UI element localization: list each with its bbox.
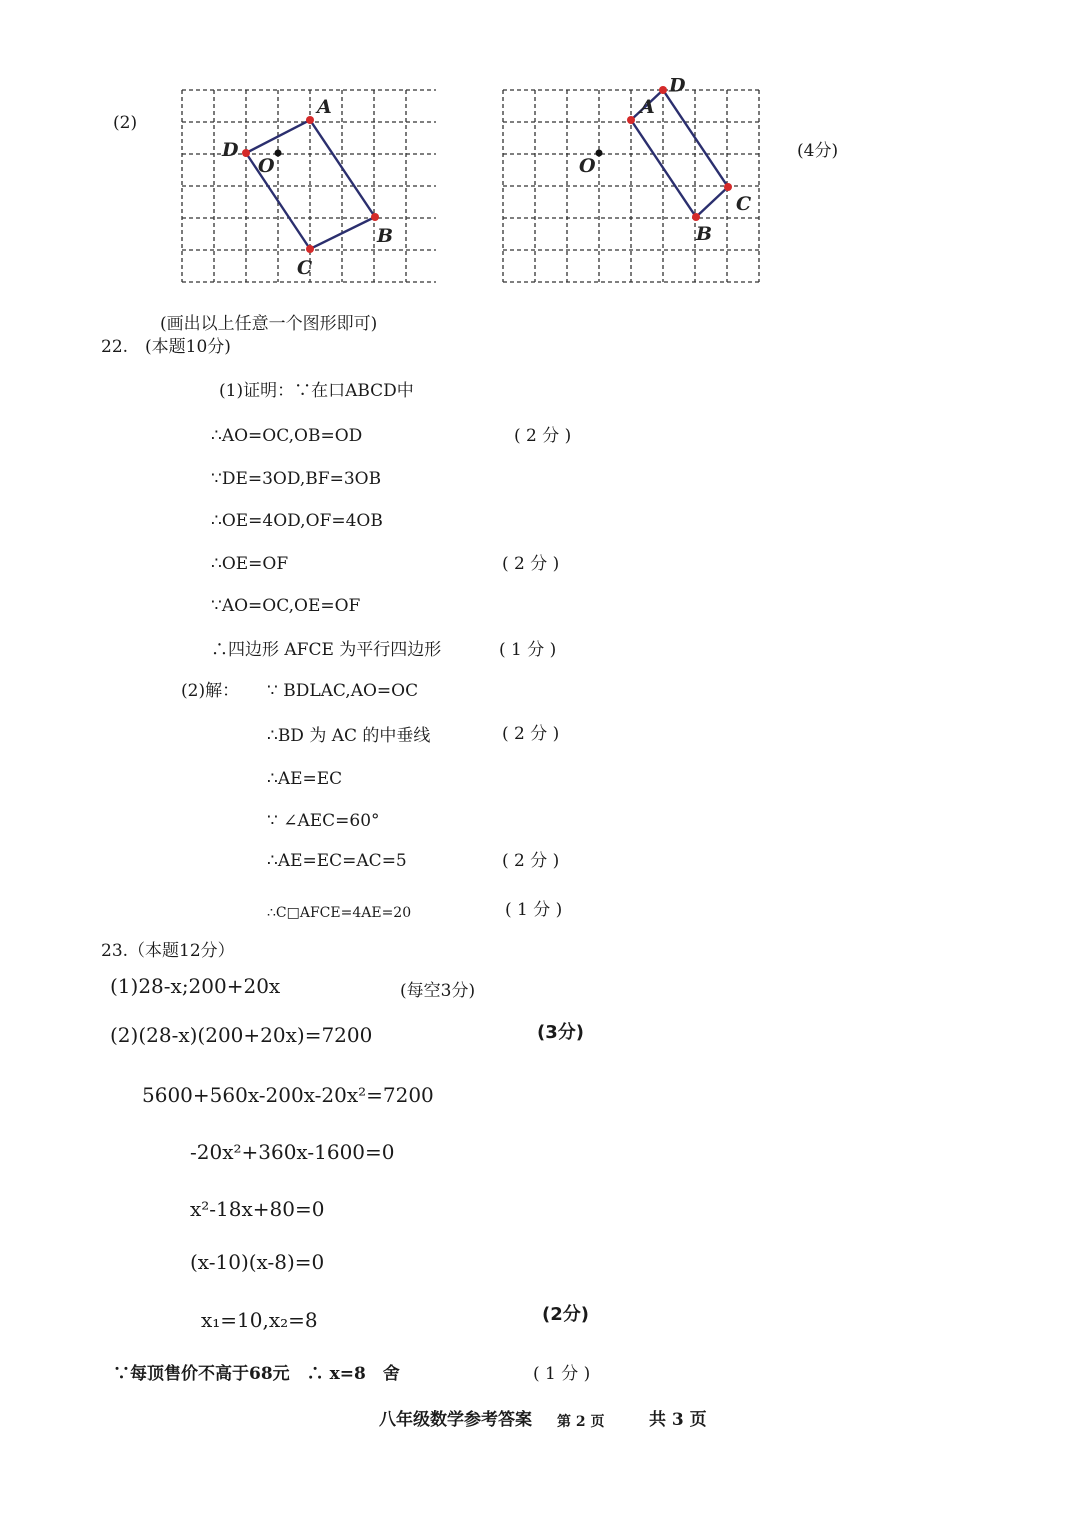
q21-part-label: (2): [113, 113, 138, 133]
label-a: A: [317, 96, 332, 118]
label-d: D: [222, 139, 239, 161]
q22-score: ( 2 分 ): [502, 724, 560, 744]
label-d: D: [669, 74, 686, 97]
label-c: C: [736, 193, 752, 215]
q23-line1: (1)28-x;200+20x: [110, 974, 281, 998]
q22-score: ( 2 分 ): [502, 554, 560, 574]
label-c: C: [297, 257, 313, 279]
point-a: [306, 116, 314, 124]
q23-step: 5600+560x-200x-20x²=7200: [142, 1083, 434, 1107]
point-d: [242, 149, 250, 157]
q23-step: -20x²+360x-1600=0: [190, 1140, 395, 1164]
point-a: [627, 116, 635, 124]
q22-score: ( 1 分 ): [499, 640, 557, 660]
q22-part2-line: ∴AE=EC: [267, 769, 343, 789]
footer-title: 八年级数学参考答案: [379, 1410, 532, 1430]
point-c: [306, 245, 314, 253]
q22-line: ∴AO=OC,OB=OD: [211, 426, 363, 446]
q22-line: ∴四边形 AFCE 为平行四边形: [211, 640, 442, 660]
point-b: [692, 213, 700, 221]
q23-conclusion: ∵每顶售价不高于68元 ∴ x=8 舍: [113, 1364, 400, 1384]
q22-part2-line: ∴AE=EC=AC=5: [267, 851, 407, 871]
q23-step: (x-10)(x-8)=0: [190, 1250, 325, 1274]
point-d: [659, 86, 667, 94]
q22-score: ( 2 分 ): [502, 851, 560, 871]
q23-step: x²-18x+80=0: [190, 1197, 325, 1221]
q22-part2-line: ∴BD 为 AC 的中垂线: [267, 726, 431, 746]
q21-note: (画出以上任意一个图形即可): [160, 314, 378, 334]
q22-line: ∵AO=OC,OE=OF: [211, 596, 361, 616]
point-b: [371, 213, 379, 221]
label-b: B: [377, 225, 394, 247]
q22-line: (1)证明：∵在口ABCD中: [219, 381, 414, 401]
q23-line2: (2)(28-x)(200+20x)=7200: [110, 1023, 373, 1047]
label-b: B: [696, 223, 713, 245]
q22-line: ∴OE=OF: [211, 554, 289, 574]
q23-conclusion-score: ( 1 分 ): [533, 1364, 591, 1384]
q22-part2-line: ∵ BDLAC,AO=OC: [267, 681, 419, 701]
q22-part2-line: ∴C□AFCE=4AE=20: [267, 905, 412, 921]
q22-part2-line: ∵ ∠AEC=60°: [267, 811, 380, 831]
figure-left: [178, 86, 438, 286]
q23-steps-score: (2分): [542, 1304, 589, 1325]
label-a: A: [640, 96, 655, 118]
q23-line2-score: (3分): [537, 1022, 584, 1043]
label-o: O: [579, 155, 596, 177]
q22-line: ∵DE=3OD,BF=3OB: [211, 469, 382, 489]
q22-score: ( 2 分 ): [514, 426, 572, 446]
point-o: [275, 150, 282, 157]
footer-total: 共 3 页: [649, 1410, 707, 1430]
point-c: [724, 183, 732, 191]
point-o: [596, 150, 603, 157]
q22-line: ∴OE=4OD,OF=4OB: [211, 511, 383, 531]
q22-part2-label: (2)解：: [181, 681, 240, 701]
q23-line1-score: (每空3分): [400, 981, 476, 1001]
q23-header: 23.（本题12分）: [101, 941, 235, 961]
label-o: O: [258, 155, 275, 177]
q22-score: ( 1 分 ): [505, 900, 563, 920]
figure-right: [499, 74, 761, 286]
q21-score: (4分): [797, 141, 839, 161]
q23-step: x₁=10,x₂=8: [201, 1308, 318, 1332]
footer-page: 第 2 页: [557, 1414, 605, 1430]
q22-header: 22. (本题10分): [101, 337, 231, 357]
